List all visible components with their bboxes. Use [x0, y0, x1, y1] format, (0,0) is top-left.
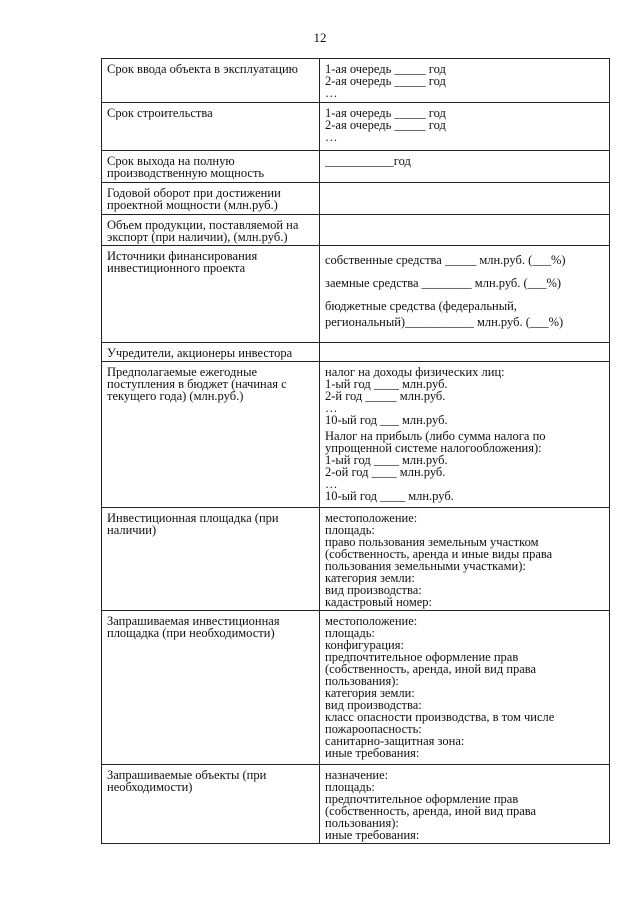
- value-line: вид производства:: [325, 698, 422, 712]
- row-value: [320, 765, 610, 844]
- row-value: [320, 611, 610, 765]
- table-row: [102, 765, 610, 844]
- value-line: пользования):: [325, 816, 399, 830]
- value-line: …: [325, 401, 338, 415]
- row-value: [320, 183, 610, 215]
- row-value: [320, 343, 610, 362]
- value-line: (собственность, аренда, иной вид права: [325, 804, 537, 818]
- investment-project-form-table: [101, 58, 610, 844]
- value-line: бюджетные средства (федеральный,: [325, 299, 517, 313]
- value-line: собственные средства _____ млн.руб. (___%): [325, 253, 566, 267]
- value-line: иные требования:: [325, 746, 420, 760]
- row-value: [320, 508, 610, 611]
- value-line: конфигурация:: [325, 638, 404, 652]
- row-label: Срок выхода на полную производственную мощность: [102, 151, 320, 183]
- value-line: категория земли:: [325, 571, 415, 585]
- value-line: 2-й год _____ млн.руб.: [325, 389, 446, 403]
- table-row: [102, 246, 610, 343]
- table-row: [102, 508, 610, 611]
- row-label: Срок строительства: [102, 103, 320, 151]
- table-row: [102, 183, 610, 215]
- value-line: пользования):: [325, 674, 399, 688]
- value-line: назначение:: [325, 768, 389, 782]
- value-line: ___________год: [325, 154, 411, 168]
- value-line: (собственность, аренда, иной вид права: [325, 662, 537, 676]
- value-line: категория земли:: [325, 686, 415, 700]
- row-label: Предполагаемые ежегодные поступления в бюджет (начиная с текущего года) (млн.руб.): [102, 362, 320, 508]
- value-line: кадастровый номер:: [325, 595, 433, 609]
- value-line: предпочтительное оформление прав: [325, 792, 519, 806]
- row-label: Срок ввода объекта в эксплуатацию: [102, 59, 320, 103]
- value-line: региональный)___________ млн.руб. (___%): [325, 315, 564, 329]
- table-row: [102, 59, 610, 103]
- value-line: иные требования:: [325, 828, 420, 842]
- row-value: [320, 215, 610, 246]
- table-row: [102, 343, 610, 362]
- row-value: [320, 246, 610, 343]
- value-line: 1-ая очередь _____ год: [325, 62, 446, 76]
- value-line: 1-ая очередь _____ год: [325, 106, 446, 120]
- table-row: [102, 362, 610, 508]
- value-line: 10-ый год ____ млн.руб.: [325, 489, 454, 503]
- value-line: пользования земельными участками):: [325, 559, 526, 573]
- value-line: 2-ой год ____ млн.руб.: [325, 465, 446, 479]
- value-line: …: [325, 477, 338, 491]
- value-line: 2-ая очередь _____ год: [325, 74, 446, 88]
- row-value: [320, 151, 610, 183]
- value-line: 1-ый год ____ млн.руб.: [325, 453, 448, 467]
- value-line: …: [325, 86, 338, 100]
- value-line: право пользования земельным участком: [325, 535, 539, 549]
- value-line: местоположение:: [325, 614, 418, 628]
- table-row: [102, 215, 610, 246]
- value-line: санитарно-защитная зона:: [325, 734, 465, 748]
- row-label: Инвестиционная площадка (при наличии): [102, 508, 320, 611]
- row-label: Запрашиваемые объекты (при необходимости): [102, 765, 320, 844]
- value-line: 2-ая очередь _____ год: [325, 118, 446, 132]
- value-line: предпочтительное оформление прав: [325, 650, 519, 664]
- row-label: Источники финансирования инвестиционного проекта: [102, 246, 320, 343]
- value-line: местоположение:: [325, 511, 418, 525]
- value-line: площадь:: [325, 626, 375, 640]
- value-line: 10-ый год ___ млн.руб.: [325, 413, 448, 427]
- value-line: упрощенной системе налогообложения):: [325, 441, 542, 455]
- row-value: [320, 59, 610, 103]
- value-line: …: [325, 130, 338, 144]
- row-label: Годовой оборот при достижении проектной мощности (млн.руб.): [102, 183, 320, 215]
- value-line: площадь:: [325, 780, 375, 794]
- row-label: Учредители, акционеры инвестора: [102, 343, 320, 362]
- page-number: 12: [313, 30, 327, 45]
- value-line: налог на доходы физических лиц:: [325, 365, 505, 379]
- value-line: пожароопасность:: [325, 722, 422, 736]
- value-line: заемные средства ________ млн.руб. (___%): [325, 276, 562, 290]
- table-row: [102, 611, 610, 765]
- value-line: вид производства:: [325, 583, 422, 597]
- value-line: 1-ый год ____ млн.руб.: [325, 377, 448, 391]
- value-line: площадь:: [325, 523, 375, 537]
- table-row: [102, 151, 610, 183]
- value-line: (собственность, аренда и иные виды права: [325, 547, 553, 561]
- row-label: Объем продукции, поставляемой на экспорт (при наличии), (млн.руб.): [102, 215, 320, 246]
- row-label: Запрашиваемая инвестиционная площадка (при необходимости): [102, 611, 320, 765]
- value-line: класс опасности производства, в том числе: [325, 710, 555, 724]
- value-line: Налог на прибыль (либо сумма налога по: [325, 429, 546, 443]
- row-value: [320, 103, 610, 151]
- row-value: [320, 362, 610, 508]
- table-row: [102, 103, 610, 151]
